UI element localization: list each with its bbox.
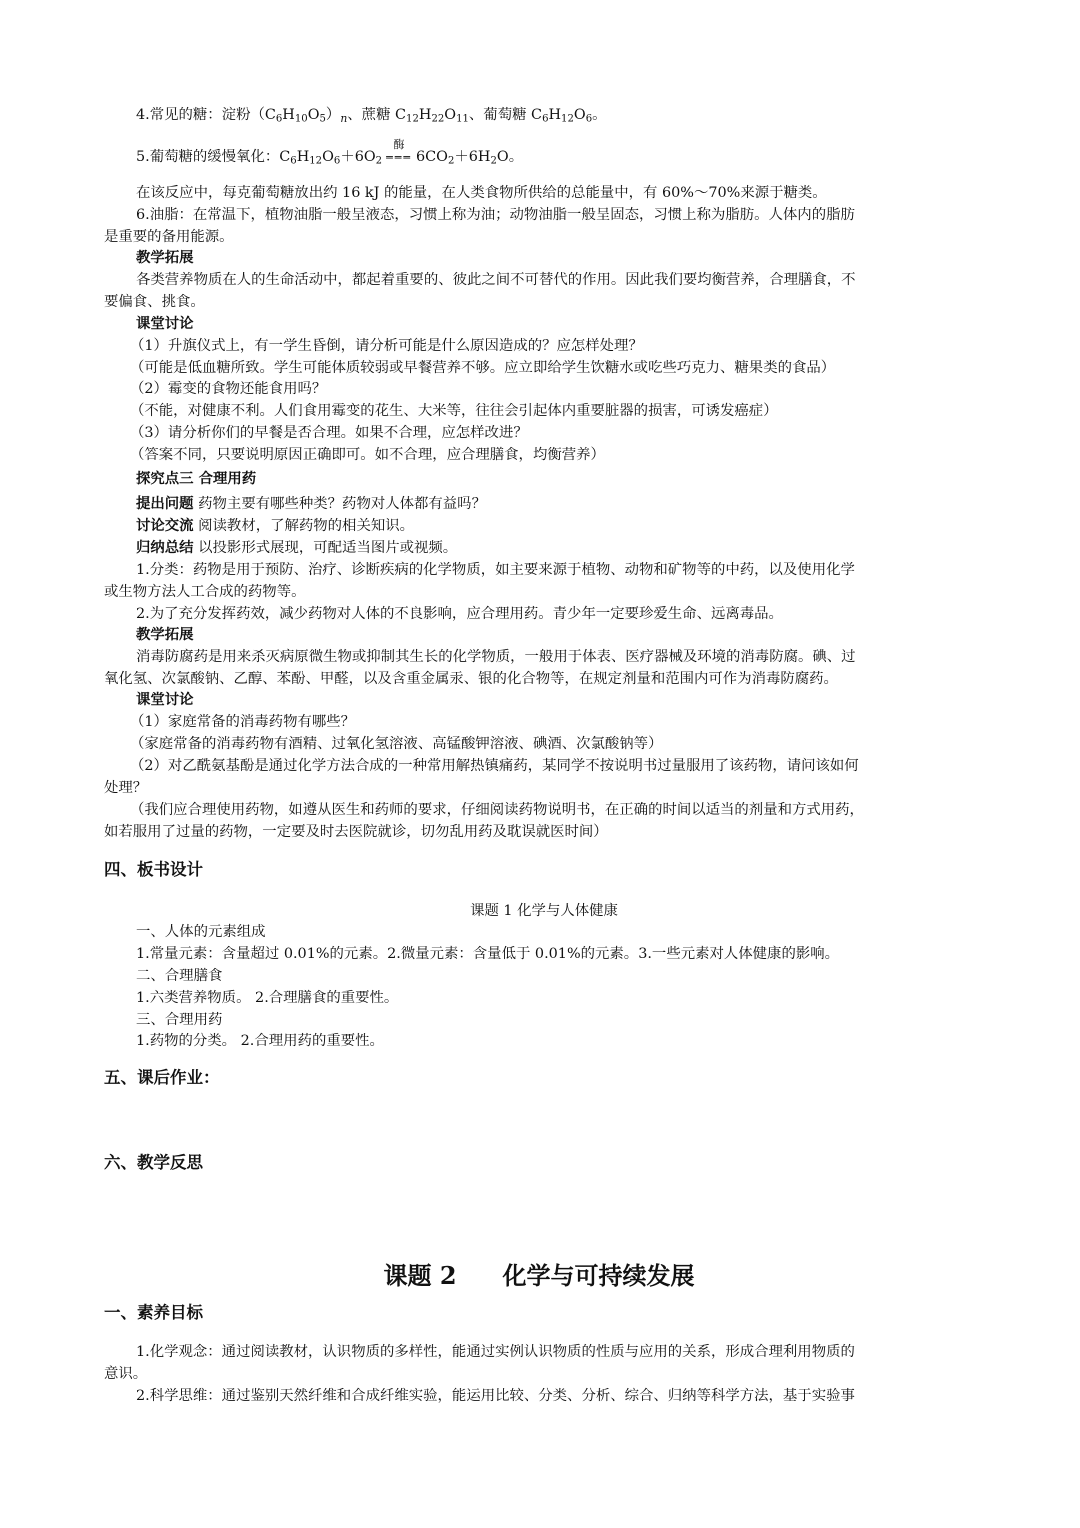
- section-5-heading: 五、课后作业：: [104, 1068, 220, 1087]
- question-3: （3）请分析你们的早餐是否合理。如果不合理，应怎样改进？: [130, 425, 528, 441]
- board-part-3: 三、合理用药: [136, 1012, 223, 1028]
- question-1: （1）升旗仪式上，有一学生昏倒，请分析可能是什么原因造成的？应怎样处理？: [130, 338, 643, 354]
- class-discussion-heading-2: 课堂讨论: [136, 691, 194, 708]
- sucrose-formula: $C_{12}H_{22}O_{11}$: [395, 107, 469, 125]
- teaching-extension-heading: 教学拓展: [136, 249, 194, 266]
- board-part-1-text: 1.常量元素：含量超过 0.01%的元素。2.微量元素：含量低于 0.01%的元素。3.一些元素对人体健康的影响。: [136, 946, 840, 962]
- teaching-extension-heading-2: 教学拓展: [136, 626, 194, 643]
- goal-1-line-1: 1.化学观念：通过阅读教材，认识物质的多样性，能通过实例认识物质的性质与应用的关系，形成合理利用物质的: [136, 1344, 855, 1360]
- energy-paragraph: 在该反应中，每克葡萄糖放出约 16 kJ 的能量，在人类食物所供给的总能量中，有 60%～70%来源于糖类。: [136, 185, 827, 201]
- fat-paragraph-1: 6.油脂：在常温下，植物油脂一般呈液态，习惯上称为油；动物油脂一般呈固态，习惯上称为脂肪。人体内的脂肪: [136, 207, 855, 223]
- topic-2-title: 课题 2 化学与可持续发展: [383, 1261, 695, 1290]
- goal-2-line-1: 2.科学思维：通过鉴别天然纤维和合成纤维实验，能运用比较、分类、分析、综合、归纳等科学方法，基于实验事: [136, 1388, 855, 1404]
- starch-formula: $C_6H_{10}O_5)_n$: [264, 107, 348, 126]
- glucose-oxidation-line: 5.葡萄糖的缓慢氧化：$C_6H_{12}O_6+6O_2$ 酶 ═══ $6CO_2+6H_2O$。: [136, 146, 962, 169]
- question-4: （1）家庭常备的消毒药物有哪些？: [130, 714, 356, 730]
- class-discussion-heading: 课堂讨论: [136, 315, 194, 332]
- answer-5-1: （我们应合理使用药物，如遵从医生和药师的要求，仔细阅读药物说明书，在正确的时间以适当的剂量和方式用药，: [130, 802, 864, 818]
- literacy-goals-heading: 一、素养目标: [104, 1303, 203, 1322]
- summary-line: 归纳总结 以投影形式展现，可配适当图片或视频。: [136, 539, 458, 556]
- discussion-exchange-line: 讨论交流 阅读教材，了解药物的相关知识。: [136, 517, 415, 534]
- disinfectant-paragraph-2: 氧化氢、次氯酸钠、乙醇、苯酚、甲醛，以及含重金属汞、银的化合物等，在规定剂量和范围内可作为消毒防腐药。: [104, 671, 838, 687]
- glucose-formula: $C_6H_{12}O_6$: [531, 107, 593, 125]
- oxidation-equation: $C_6H_{12}O_6+6O_2$ 酶 ═══ $6CO_2+6H_2O$。: [279, 149, 523, 165]
- disinfectant-paragraph-1: 消毒防腐药是用来杀灭病原微生物或抑制其生长的化学物质，一般用于体表、医疗器械及环境的消毒防腐。碘、过: [136, 649, 856, 665]
- raise-question-line: 提出问题 药物主要有哪些种类？药物对人体都有益吗？: [136, 495, 486, 512]
- extension-paragraph-2: 要偏食、挑食。: [104, 294, 205, 310]
- answer-1: （可能是低血糖所致。学生可能体质较弱或早餐营养不够。应立即给学生饮糖水或吃些巧克力、糖果类的食品）: [130, 360, 836, 376]
- question-5-2: 处理？: [104, 780, 148, 796]
- section-4-heading: 四、板书设计: [104, 860, 203, 879]
- explore-point-3-heading: 探究点三 合理用药: [136, 470, 257, 487]
- common-sugars-line: 4.常见的糖：淀粉$(C_6H_{10}O_5)_n$、蔗糖 $C_{12}H_{22}O_{11}$、葡萄糖 $C_6H_{12}O_6$。: [136, 107, 607, 126]
- board-part-3-text: 1.药物的分类。 2.合理用药的重要性。: [136, 1033, 384, 1049]
- extension-paragraph-1: 各类营养物质在人的生命活动中，都起着重要的、彼此之间不可替代的作用。因此我们要均衡营养，合理膳食，不: [136, 272, 856, 288]
- board-part-2: 二、合理膳食: [136, 968, 223, 984]
- drug-classification-1: 1.分类：药物是用于预防、治疗、诊断疾病的化学物质，如主要来源于植物、动物和矿物等的中药，以及使用化学: [136, 562, 855, 578]
- enzyme-condition: 酶 ═══: [386, 138, 412, 164]
- board-title: 课题 1 化学与人体健康: [470, 903, 618, 919]
- question-2: （2）霉变的食物还能食用吗？: [130, 381, 327, 397]
- answer-2: （不能，对健康不利。人们食用霉变的花生、大米等，往往会引起体内重要脏器的损害，可诱发癌症）: [130, 403, 778, 419]
- section-6-heading: 六、教学反思: [104, 1153, 203, 1172]
- answer-4: （家庭常备的消毒药物有酒精、过氧化氢溶液、高锰酸钾溶液、碘酒、次氯酸钠等）: [130, 736, 663, 752]
- board-part-1: 一、人体的元素组成: [136, 924, 266, 940]
- fat-paragraph-2: 是重要的备用能源。: [104, 229, 234, 245]
- drug-classification-2: 或生物方法人工合成的药物等。: [104, 584, 306, 600]
- rational-drug-use: 2.为了充分发挥药效，减少药物对人体的不良影响，应合理用药。青少年一定要珍爱生命、远离毒品。: [136, 606, 783, 622]
- board-part-2-text: 1.六类营养物质。 2.合理膳食的重要性。: [136, 990, 399, 1006]
- answer-3: （答案不同，只要说明原因正确即可。如不合理，应合理膳食，均衡营养）: [130, 447, 605, 463]
- question-5-1: （2）对乙酰氨基酚是通过化学方法合成的一种常用解热镇痛药，某同学不按说明书过量服用了该药物，请问该如何: [130, 758, 859, 774]
- answer-5-2: 如若服用了过量的药物，一定要及时去医院就诊，切勿乱用药及耽误就医时间）: [104, 824, 608, 840]
- goal-1-line-2: 意识。: [104, 1366, 148, 1382]
